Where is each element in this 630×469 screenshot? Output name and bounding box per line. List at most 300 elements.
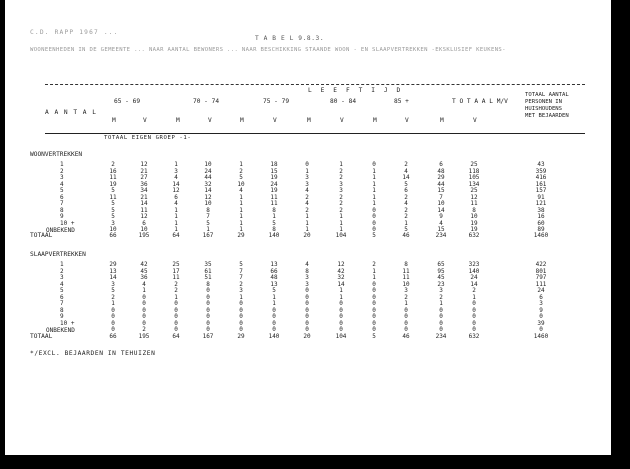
data-cell: 3 xyxy=(305,180,309,188)
total-cell: 29 xyxy=(237,333,245,340)
data-cell: 43 xyxy=(537,161,545,168)
data-cell: 1 xyxy=(142,287,146,294)
data-cell: 1 xyxy=(239,226,243,233)
data-cell: 5 xyxy=(272,219,276,227)
data-cell: 12 xyxy=(337,261,345,268)
data-cell: 0 xyxy=(142,300,146,307)
data-cell: 0 xyxy=(372,306,376,314)
data-cell: 9 xyxy=(439,213,443,220)
data-cell: 17 xyxy=(172,267,180,275)
data-cell: 3 xyxy=(404,287,408,294)
data-cell: 0 xyxy=(272,306,276,314)
data-cell: 5 xyxy=(111,187,115,194)
row-label: 9 xyxy=(60,313,64,320)
table-subtitle: WOONEENHEDEN IN DE GEMEENTE ... NAAR AANTAL BEWONERS ... NAAR BESCHIKKING STAANDE WOON - EN SLAAPVERTREKKEN -EKSKLUSIEF KEUKENS- xyxy=(30,47,506,53)
data-cell: 0 xyxy=(404,313,408,320)
data-cell: 1 xyxy=(272,300,276,307)
data-cell: 19 xyxy=(470,219,478,227)
total-label: TOTAAL xyxy=(30,333,53,340)
data-cell: 66 xyxy=(270,267,278,275)
data-cell: 2 xyxy=(174,287,178,294)
data-cell: 5 xyxy=(404,180,408,188)
group-label: TOTAAL EIGEN GROEP -1- xyxy=(104,135,192,141)
data-cell: 0 xyxy=(206,293,210,301)
data-cell: 3 xyxy=(439,287,443,294)
data-cell: 4 xyxy=(305,200,309,207)
data-cell: 6 xyxy=(174,193,178,201)
data-cell: 5 xyxy=(111,206,115,214)
data-cell: 11 xyxy=(172,274,180,281)
data-cell: 0 xyxy=(305,306,309,314)
data-cell: 0 xyxy=(111,306,115,314)
age-group-70-74: 70 - 74 xyxy=(193,98,220,105)
row-label: 5 xyxy=(60,187,64,194)
data-column xyxy=(397,162,415,234)
data-cell: 1 xyxy=(339,293,343,301)
row-label: 2 xyxy=(60,267,64,275)
data-cell: 0 xyxy=(372,213,376,220)
data-cell: 42 xyxy=(337,267,345,275)
data-cell: 0 xyxy=(339,313,343,320)
data-cell: 65 xyxy=(437,261,445,268)
data-cell: 5 xyxy=(272,287,276,294)
data-cell: 0 xyxy=(472,319,476,327)
data-cell: 8 xyxy=(206,206,210,214)
data-cell: 1 xyxy=(111,300,115,307)
data-cell: 95 xyxy=(437,267,445,275)
data-cell: 11 xyxy=(402,274,410,281)
data-cell: 18 xyxy=(270,161,278,168)
data-cell: 0 xyxy=(539,313,543,320)
row-label: ONBEKEND xyxy=(46,326,75,334)
data-cell: 2 xyxy=(339,200,343,207)
data-cell: 0 xyxy=(305,293,309,301)
sex-header: M xyxy=(307,117,311,124)
data-column xyxy=(298,162,316,234)
data-cell: 0 xyxy=(305,287,309,294)
row-label: 2 xyxy=(60,167,64,175)
total-cell: 140 xyxy=(268,333,280,340)
data-cell: 1 xyxy=(372,274,376,281)
data-cell: 0 xyxy=(439,319,443,327)
header-rule-bottom xyxy=(45,133,585,134)
data-cell: 0 xyxy=(305,319,309,327)
data-cell: 0 xyxy=(174,313,178,320)
data-cell: 6 xyxy=(404,187,408,194)
row-header: A A N T A L xyxy=(45,109,97,116)
data-cell: 1 xyxy=(372,200,376,207)
data-cell: 42 xyxy=(140,261,148,268)
data-cell: 25 xyxy=(470,187,478,194)
data-cell: 0 xyxy=(372,326,376,333)
data-cell: 16 xyxy=(109,167,117,175)
data-cell: 6 xyxy=(439,161,443,168)
data-cell: 2 xyxy=(339,174,343,181)
data-cell: 1 xyxy=(404,219,408,227)
data-column xyxy=(397,262,415,334)
total-cell: 5 xyxy=(372,333,376,340)
data-cell: 25 xyxy=(470,161,478,168)
data-cell: 7 xyxy=(239,267,243,275)
data-cell: 0 xyxy=(372,280,376,288)
total-cell: 195 xyxy=(138,232,150,239)
data-cell: 1 xyxy=(339,226,343,233)
data-cell: 1 xyxy=(239,219,243,227)
data-column xyxy=(135,262,153,334)
data-cell: 14 xyxy=(470,280,478,288)
data-cell: 0 xyxy=(239,319,243,327)
data-cell: 3 xyxy=(339,187,343,194)
data-cell: 14 xyxy=(172,180,180,188)
right-header-line-3: HUISHOUDENS xyxy=(525,106,563,112)
data-cell: 2 xyxy=(339,206,343,214)
data-cell: 10 xyxy=(402,280,410,288)
data-cell: 1 xyxy=(372,187,376,194)
data-cell: 121 xyxy=(535,200,547,207)
data-cell: 8 xyxy=(472,206,476,214)
data-cell: 0 xyxy=(111,319,115,327)
sex-header: M xyxy=(176,117,180,124)
data-column xyxy=(167,162,185,234)
scan-border-bottom xyxy=(0,455,630,469)
total-cell: 64 xyxy=(172,232,180,239)
data-cell: 422 xyxy=(535,261,547,268)
data-cell: 0 xyxy=(142,313,146,320)
data-cell: 14 xyxy=(140,200,148,207)
data-cell: 2 xyxy=(174,280,178,288)
data-cell: 2 xyxy=(372,261,376,268)
data-cell: 4 xyxy=(239,187,243,194)
data-column xyxy=(265,262,283,334)
data-cell: 0 xyxy=(439,306,443,314)
data-cell: 1 xyxy=(239,206,243,214)
sex-header: V xyxy=(405,117,409,124)
row-label: 3 xyxy=(60,174,64,181)
data-cell: 0 xyxy=(372,206,376,214)
data-cell: 0 xyxy=(372,313,376,320)
data-cell: 25 xyxy=(172,261,180,268)
data-cell: 36 xyxy=(140,180,148,188)
data-cell: 1 xyxy=(305,167,309,175)
data-cell: 0 xyxy=(472,306,476,314)
right-header-line-4: MET BEJAARDEN xyxy=(525,113,569,119)
total-cell: 167 xyxy=(202,333,214,340)
data-cell: 10 xyxy=(470,213,478,220)
row-label: 1 xyxy=(60,161,64,168)
data-cell: 2 xyxy=(404,206,408,214)
data-cell: 12 xyxy=(172,187,180,194)
data-cell: 10 xyxy=(437,200,445,207)
data-cell: 45 xyxy=(140,267,148,275)
data-cell: 161 xyxy=(535,180,547,188)
data-column xyxy=(104,262,122,334)
data-cell: 0 xyxy=(174,300,178,307)
data-cell: 6 xyxy=(539,293,543,301)
data-cell: 8 xyxy=(305,267,309,275)
data-cell: 157 xyxy=(535,187,547,194)
data-cell: 5 xyxy=(239,261,243,268)
footnote: */EXCL. BEJAARDEN IN TEHUIZEN xyxy=(30,350,156,357)
data-cell: 0 xyxy=(472,326,476,333)
data-cell: 14 xyxy=(204,187,212,194)
data-cell: 3 xyxy=(239,287,243,294)
data-cell: 1 xyxy=(174,219,178,227)
data-column xyxy=(332,262,350,334)
total-cell: 5 xyxy=(372,232,376,239)
table-number: T A B E L 9.8.3. xyxy=(255,35,325,42)
data-cell: 3 xyxy=(539,300,543,307)
data-cell: 9 xyxy=(539,306,543,314)
data-cell: 1 xyxy=(372,167,376,175)
data-cell: 34 xyxy=(140,187,148,194)
data-cell: 14 xyxy=(437,206,445,214)
data-cell: 0 xyxy=(372,219,376,227)
data-cell: 21 xyxy=(140,167,148,175)
data-cell: 0 xyxy=(272,313,276,320)
data-cell: 2 xyxy=(305,206,309,214)
data-cell: 2 xyxy=(239,280,243,288)
data-cell: 4 xyxy=(404,200,408,207)
data-cell: 2 xyxy=(239,167,243,175)
data-column xyxy=(167,262,185,334)
data-cell: 14 xyxy=(402,174,410,181)
data-cell: 0 xyxy=(206,313,210,320)
data-cell: 0 xyxy=(439,326,443,333)
data-cell: 2 xyxy=(404,293,408,301)
data-cell: 0 xyxy=(372,300,376,307)
data-cell: 39 xyxy=(537,319,545,327)
row-label: 10 + xyxy=(60,319,75,327)
data-cell: 2 xyxy=(404,161,408,168)
data-cell: 5 xyxy=(111,200,115,207)
data-cell: 0 xyxy=(174,326,178,333)
row-label: 6 xyxy=(60,293,64,301)
data-cell: 44 xyxy=(437,180,445,188)
data-cell: 1 xyxy=(174,206,178,214)
data-cell: 0 xyxy=(206,319,210,327)
data-cell: 111 xyxy=(535,280,547,288)
right-header-line-2: PERSONEN IN xyxy=(525,99,563,105)
data-cell: 5 xyxy=(206,219,210,227)
data-cell: 2 xyxy=(111,161,115,168)
data-cell: 0 xyxy=(239,300,243,307)
data-cell: 48 xyxy=(437,167,445,175)
total-cell: 46 xyxy=(402,232,410,239)
total-cell: 234 xyxy=(435,333,447,340)
data-cell: 0 xyxy=(206,306,210,314)
data-cell: 3 xyxy=(305,280,309,288)
data-cell: 29 xyxy=(437,174,445,181)
row-labels-woonvertrekken xyxy=(46,161,75,234)
data-cell: 8 xyxy=(272,206,276,214)
data-cell: 61 xyxy=(204,267,212,275)
data-cell: 1 xyxy=(239,213,243,220)
data-cell: 1 xyxy=(339,213,343,220)
data-cell: 36 xyxy=(140,274,148,281)
data-cell: 0 xyxy=(272,319,276,327)
sex-header: V xyxy=(208,117,212,124)
data-cell: 4 xyxy=(174,174,178,181)
row-label: ONBEKEND xyxy=(46,226,75,234)
data-cell: 0 xyxy=(339,300,343,307)
data-cell: 1 xyxy=(239,161,243,168)
row-label: 6 xyxy=(60,193,64,201)
data-cell: 8 xyxy=(272,226,276,233)
row-label: 8 xyxy=(60,306,64,314)
data-cell: 3 xyxy=(339,180,343,188)
data-cell: 1 xyxy=(174,161,178,168)
total-label: TOTAAL xyxy=(30,232,53,239)
data-cell: 1 xyxy=(439,300,443,307)
data-cell: 1 xyxy=(372,174,376,181)
total-cell: 66 xyxy=(109,232,117,239)
sex-header: V xyxy=(340,117,344,124)
data-cell: 4 xyxy=(142,280,146,288)
total-cell: 632 xyxy=(468,232,480,239)
data-cell: 1 xyxy=(272,293,276,301)
sex-header: V xyxy=(473,117,477,124)
data-cell: 11 xyxy=(402,267,410,275)
data-cell: 1 xyxy=(305,226,309,233)
data-cell: 5 xyxy=(111,287,115,294)
data-cell: 11 xyxy=(109,174,117,181)
data-cell: 12 xyxy=(140,213,148,220)
data-column xyxy=(365,262,383,334)
data-cell: 1 xyxy=(472,293,476,301)
total-cell: 140 xyxy=(268,232,280,239)
data-cell: 140 xyxy=(468,267,480,275)
sex-header: M xyxy=(112,117,116,124)
sex-header: M xyxy=(440,117,444,124)
data-cell: 0 xyxy=(404,319,408,327)
section-title-slaapvertrekken: SLAAPVERTREKKEN xyxy=(30,251,86,258)
row-label: 3 xyxy=(60,274,64,281)
row-label: 4 xyxy=(60,280,64,288)
data-cell: 0 xyxy=(272,326,276,333)
data-cell: 11 xyxy=(140,206,148,214)
right-header-line-1: TOTAAL AANTAL xyxy=(525,92,569,98)
row-label: 7 xyxy=(60,200,64,207)
data-cell: 0 xyxy=(305,300,309,307)
total-cell: 20 xyxy=(303,232,311,239)
data-cell: 3 xyxy=(305,274,309,281)
data-cell: 44 xyxy=(204,174,212,181)
data-cell: 13 xyxy=(270,280,278,288)
total-cell: 46 xyxy=(402,333,410,340)
data-cell: 1 xyxy=(305,219,309,227)
data-cell: 91 xyxy=(537,193,545,201)
data-cell: 3 xyxy=(111,280,115,288)
data-cell: 11 xyxy=(109,193,117,201)
data-cell: 1 xyxy=(404,300,408,307)
data-cell: 19 xyxy=(470,226,478,233)
data-cell: 2 xyxy=(439,293,443,301)
data-cell: 51 xyxy=(204,274,212,281)
data-cell: 14 xyxy=(109,274,117,281)
total-cell: 234 xyxy=(435,232,447,239)
data-cell: 32 xyxy=(204,180,212,188)
data-column xyxy=(135,162,153,234)
data-cell: 19 xyxy=(270,187,278,194)
data-cell: 89 xyxy=(537,226,545,233)
data-column xyxy=(232,262,250,334)
data-cell: 0 xyxy=(239,326,243,333)
data-cell: 14 xyxy=(337,280,345,288)
data-column xyxy=(232,162,250,234)
row-label: 8 xyxy=(60,206,64,214)
data-cell: 118 xyxy=(468,167,480,175)
data-cell: 0 xyxy=(339,326,343,333)
data-cell: 8 xyxy=(206,280,210,288)
data-cell: 15 xyxy=(437,226,445,233)
data-cell: 0 xyxy=(404,326,408,333)
data-cell: 134 xyxy=(468,180,480,188)
age-group-total: T O T A A L M/V xyxy=(452,98,508,105)
data-cell: 1 xyxy=(339,287,343,294)
data-cell: 0 xyxy=(339,306,343,314)
data-cell: 32 xyxy=(337,274,345,281)
data-cell: 105 xyxy=(468,174,480,181)
data-cell: 1 xyxy=(174,226,178,233)
total-cell: 66 xyxy=(109,333,117,340)
data-cell: 15 xyxy=(270,167,278,175)
data-cell: 38 xyxy=(537,206,545,214)
data-cell: 0 xyxy=(111,313,115,320)
age-group-65-69: 65 - 69 xyxy=(114,98,141,105)
data-cell: 19 xyxy=(270,174,278,181)
data-cell: 2 xyxy=(404,193,408,201)
data-column xyxy=(432,162,450,234)
data-column xyxy=(199,262,217,334)
data-cell: 4 xyxy=(439,219,443,227)
sex-header: M xyxy=(373,117,377,124)
data-cell: 416 xyxy=(535,174,547,181)
sex-header: V xyxy=(143,117,147,124)
data-cell: 11 xyxy=(470,200,478,207)
data-cell: 1 xyxy=(239,193,243,201)
data-cell: 0 xyxy=(174,306,178,314)
data-cell: 5 xyxy=(239,174,243,181)
data-column xyxy=(199,162,217,234)
data-column xyxy=(465,262,483,334)
row-label: 7 xyxy=(60,300,64,307)
data-cell: 0 xyxy=(472,313,476,320)
data-cell: 11 xyxy=(270,200,278,207)
data-cell: 1 xyxy=(372,193,376,201)
data-cell: 8 xyxy=(404,261,408,268)
data-cell: 1 xyxy=(239,293,243,301)
data-cell: 7 xyxy=(206,213,210,220)
data-cell: 35 xyxy=(204,261,212,268)
data-cell: 0 xyxy=(142,306,146,314)
data-cell: 0 xyxy=(372,287,376,294)
row-label: 9 xyxy=(60,213,64,220)
scan-border-right xyxy=(611,0,630,469)
data-cell: 7 xyxy=(439,193,443,201)
data-cell: 801 xyxy=(535,267,547,275)
data-cell: 0 xyxy=(111,326,115,333)
age-group-85-plus: 85 + xyxy=(394,98,409,105)
data-cell: 2 xyxy=(339,193,343,201)
age-group-80-84: 80 - 84 xyxy=(330,98,357,105)
row-label: 4 xyxy=(60,180,64,188)
data-cell: 0 xyxy=(372,226,376,233)
data-column xyxy=(265,162,283,234)
data-cell: 48 xyxy=(270,274,278,281)
total-cell: 1460 xyxy=(533,333,549,340)
data-cell: 0 xyxy=(305,161,309,168)
total-cell: 20 xyxy=(303,333,311,340)
